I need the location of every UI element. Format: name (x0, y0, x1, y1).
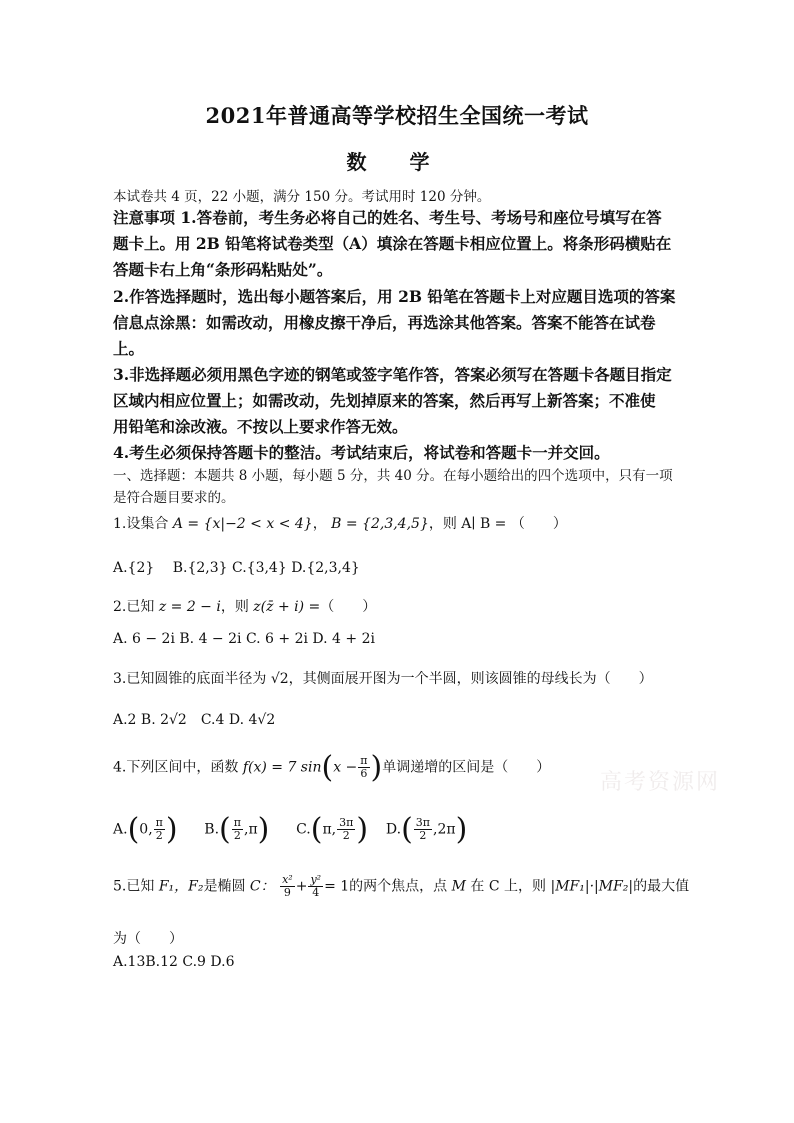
q2-expr: z = 2 − i (158, 599, 221, 615)
instruction-line: 4.考生必须保持答题卡的整洁。考试结束后，将试卷和答题卡一并交回。 (113, 443, 610, 462)
q1-stem-post: ，则 A∣ B = （ ） (428, 516, 567, 532)
question-2-options: A. 6 − 2i B. 4 − 2i C. 6 + 2i D. 4 + 2i (113, 631, 375, 647)
q3-stem-post: ，其侧面展开图为一个半圆，则该圆锥的母线长为（ ） (288, 671, 653, 687)
instruction-line: 上。 (113, 339, 145, 358)
q1-set-b: B = {2,3,4,5} (331, 516, 429, 532)
instruction-line: 注意事项 1.答卷前，考生务必将自己的姓名、考生号、考场号和座位号填写在答 (113, 208, 662, 227)
section-heading: 是符合题目要求的。 (113, 490, 235, 506)
question-5-stem-cont: 为（ ） (113, 931, 183, 947)
instruction-line: 题卡上。用 2B 铅笔将试卷类型（A）填涂在答题卡相应位置上。将条形码横贴在 (113, 234, 672, 253)
question-5-options: A.13B.12 C.9 D.6 (113, 954, 235, 970)
watermark: 高考资源网 (600, 770, 721, 795)
instruction-line: 区域内相应位置上；如需改动，先划掉原来的答案，然后再写上新答案；不准使 (113, 391, 656, 410)
q2-expr2: z(z̄ + i) = (253, 599, 321, 615)
question-4-options: A.(0, $\frac{\pi}{2}$ ) B.( $\frac{\pi}{2}$ ,π) C.(π, $\frac{3\pi}{2}$ ) D.( $\frac{3\pi}{2}$ ,2π) (113, 812, 468, 847)
question-3-stem (113, 668, 689, 688)
instruction-line: 信息点涂黑：如需改动，用橡皮擦干净后，再选涂其他答案。答案不能答在试卷 (113, 313, 656, 332)
q4-stem-pre: 4.下列区间中，函数 (113, 759, 243, 776)
exam-subject: 数 学 (346, 150, 448, 174)
question-1-stem (113, 513, 689, 533)
question-1-options: A.{2} B.{2,3} C.{3,4} D.{2,3,4} (113, 560, 360, 576)
instruction-line: 3.非选择题必须用黑色字迹的钢笔或签字笔作答，答案必须写在答题卡各题目指定 (113, 365, 672, 384)
q1-set-a: A = {x|−2 < x < 4} (172, 516, 313, 532)
q3-radius: √2 (270, 671, 289, 687)
q2-stem-pre: 2.已知 (113, 599, 159, 615)
q4-pi-over-six: $\frac{\pi}{6}$ (360, 754, 368, 780)
question-4-stem: 4.下列区间中，函数 f(x) = 7 sin(x − $\frac{\pi}{6}$ )单调递增的区间是（ ） (113, 750, 551, 785)
instruction-line: 答题卡右上角“条形码粘贴处”。 (113, 260, 333, 279)
exam-intro: 本试卷共 4 页，22 小题，满分 150 分。考试用时 120 分钟。 (113, 189, 491, 205)
q2-mid: ，则 (220, 599, 254, 615)
instruction-line: 2.作答选择题时，选出每小题答案后，用 2B 铅笔在答题卡上对应题目选项的答案 (113, 287, 676, 306)
q1-sep: ， (312, 516, 332, 532)
section-heading: 一、选择题：本题共 8 小题，每小题 5 分，共 40 分。在每小题给出的四个选项中，只有一项 (113, 468, 673, 484)
q4-func: f(x) = 7 sin (242, 759, 322, 776)
exam-title: 2021年普通高等学校招生全国统一考试 (205, 103, 589, 128)
question-3-options: A.2 B. 2√2 C.4 D. 4√2 (113, 712, 276, 728)
q4-stem-post: 单调递增的区间是（ ） (382, 759, 551, 776)
q4-x-minus: x − (333, 759, 358, 776)
q3-stem-pre: 3.已知圆锥的底面半径为 (113, 671, 271, 687)
q1-stem-pre: 1.设集合 (113, 516, 173, 532)
question-2-stem (113, 596, 689, 616)
question-5-stem: 5.已知 F₁，F₂是椭圆 C： $\frac{\text{x²}}{9}$ + $\frac{\text{y²}}{4}$ = 1的两个焦点，点 M 在 C 上，则 |MF₁|·|MF₂|的最大值 (113, 873, 690, 899)
q2-stem-post: （ ） (320, 599, 377, 615)
instruction-line: 用铅笔和涂改液。不按以上要求作答无效。 (113, 417, 408, 436)
